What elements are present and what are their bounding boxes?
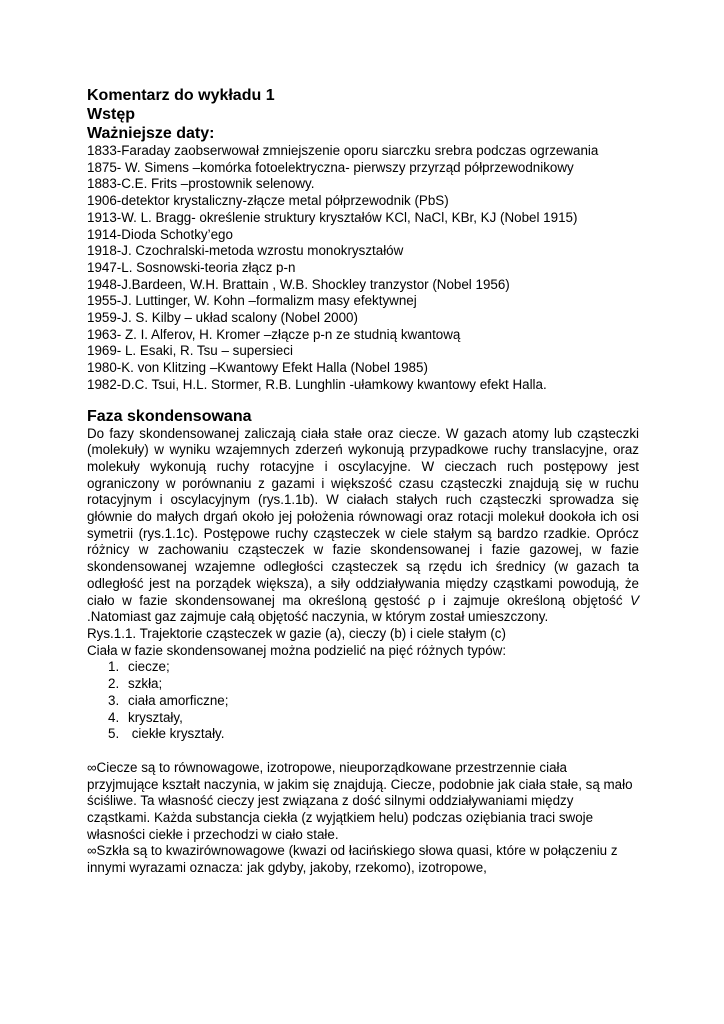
list-item: 3. ciała amorficzne; [108,692,229,708]
date-item: 1959-J. S. Kilby – układ scalony (Nobel 2000) [87,310,358,326]
date-item: 1913-W. L. Bragg- określenie struktury kryształów KCl, NaCl, KBr, KJ (Nobel 1915) [87,209,578,225]
introduction-heading: Wstęp [87,106,135,123]
date-item: 1883-C.E. Frits –prostownik selenowy. [87,176,315,192]
date-item: 1833-Faraday zaobserwował zmniejszenie oporu siarczku srebra podczas ogrzewania [87,143,599,158]
rho-symbol: ρ [427,592,436,608]
figure-caption: Rys.1.1. Trajektorie cząsteczek w gazie (a), cieczy (b) i ciele stałym (c) [87,625,506,641]
date-item: 1947-L. Sosnowski-teoria złącz p-n [87,259,296,275]
types-intro: Ciała w fazie skondensowanej można podzielić na pięć różnych typów: [87,642,507,658]
date-item: 1963- Z. I. Alferov, H. Kromer –złącze p-n ze studnią kwantową [87,326,461,342]
date-item: 1906-detektor krystaliczny-złącze metal półprzewodnik (PbS) [87,193,449,209]
types-list [87,659,639,743]
date-item: 1980-K. von Klitzing –Kwantowy Efekt Halla (Nobel 1985) [87,360,428,376]
date-item: 1948-J.Bardeen, W.H. Brattain , W.B. Shockley tranzystor (Nobel 1956) [87,276,510,292]
list-item: 4. kryształy, [108,709,183,725]
date-item: 1914-Dioda Schotky’ego [87,226,233,242]
dates-list [87,143,639,394]
important-dates-heading: Ważniejsze daty: [87,125,215,142]
glasses-paragraph: ∞Szkła są to kwazirównowagowe (kwazi od łacińskiego słowa quasi, które w połączeniu z innymi wyrazami oznacza: jak gdyby, jakoby, rzekomo), izotropowe, [87,843,618,876]
condensed-phase-paragraph: Do fazy skondensowanej zaliczają ciała stałe oraz ciecze. W gazach atomy lub cząsteczki (molekuły) w wyniku wzajemnych zderzeń wykonują przypadkowe ruchy translacyjne, oraz molekuły wykonują ruchy rotacyjne i oscylacyjne. W cieczach ruch postępowy jest ograniczony w porównaniu z gazami i większość czasu cząsteczki znajdują się w ruchu rotacyjnym i oscylacyjnym (rys.1.1b). W ciałach stałych ruch cząsteczki sprowadza się głównie do małych drgań około jej położenia równowagi oraz rotacji molekuł dookoła ich osi symetrii (rys.1.1c). Postępowe ruchy cząsteczek w ciele stałym są bardzo rzadkie. Oprócz różnicy w zachowaniu cząsteczek w fazie skondensowanej i fazie gazowej, w fazie skondensowanej wzajemne odległości cząsteczek są rzędu ich średnicy (w gazach ta odległość jest na porządek większa), a siły oddziaływania między cząstkami powodują, że ciało w fazie skondensowanej ma określoną gęstość ρ i zajmuje określoną objętość V .Natomiast gaz zajmuje całą objętość naczynia, w którym został umieszczony. [87,425,639,625]
list-item: 5. ciekłe kryształy. [108,726,225,742]
lecture-title: Komentarz do wykładu 1 [87,87,275,104]
date-item: 1918-J. Czochralski-metoda wzrostu monokryształów [87,243,404,259]
document-page [87,86,639,877]
date-item: 1969- L. Esaki, R. Tsu – supersieci [87,343,293,359]
date-item: 1875- W. Simens –komórka fotoelektryczna- pierwszy przyrząd półprzewodnikowy [87,159,574,175]
liquids-paragraph: ∞Ciecze są to równowagowe, izotropowe, nieuporządkowane przestrzennie ciała przyjmujące kształt naczynia, w jakim się znajdują. Ciecze, podobnie jak ciała stałe, są mało ściśliwe. Ta własność cieczy jest związana z dość silnymi oddziaływaniami między cząstkami. Każda substancja ciekła (z wyjątkiem helu) podczas oziębiania traci swoje własności ciekłe i przechodzi w ciało stałe. [87,759,633,842]
condensed-phase-heading: Faza skondensowana [87,407,252,425]
spacer [87,743,639,760]
list-item: 1. ciecze; [108,659,170,675]
date-item: 1982-D.C. Tsui, H.L. Stormer, R.B. Lunghlin -ułamkowy kwantowy efekt Halla. [87,376,547,392]
date-item: 1955-J. Luttinger, W. Kohn –formalizm masy efektywnej [87,293,417,309]
volume-symbol: V [630,592,639,608]
list-item: 2. szkła; [108,676,163,692]
